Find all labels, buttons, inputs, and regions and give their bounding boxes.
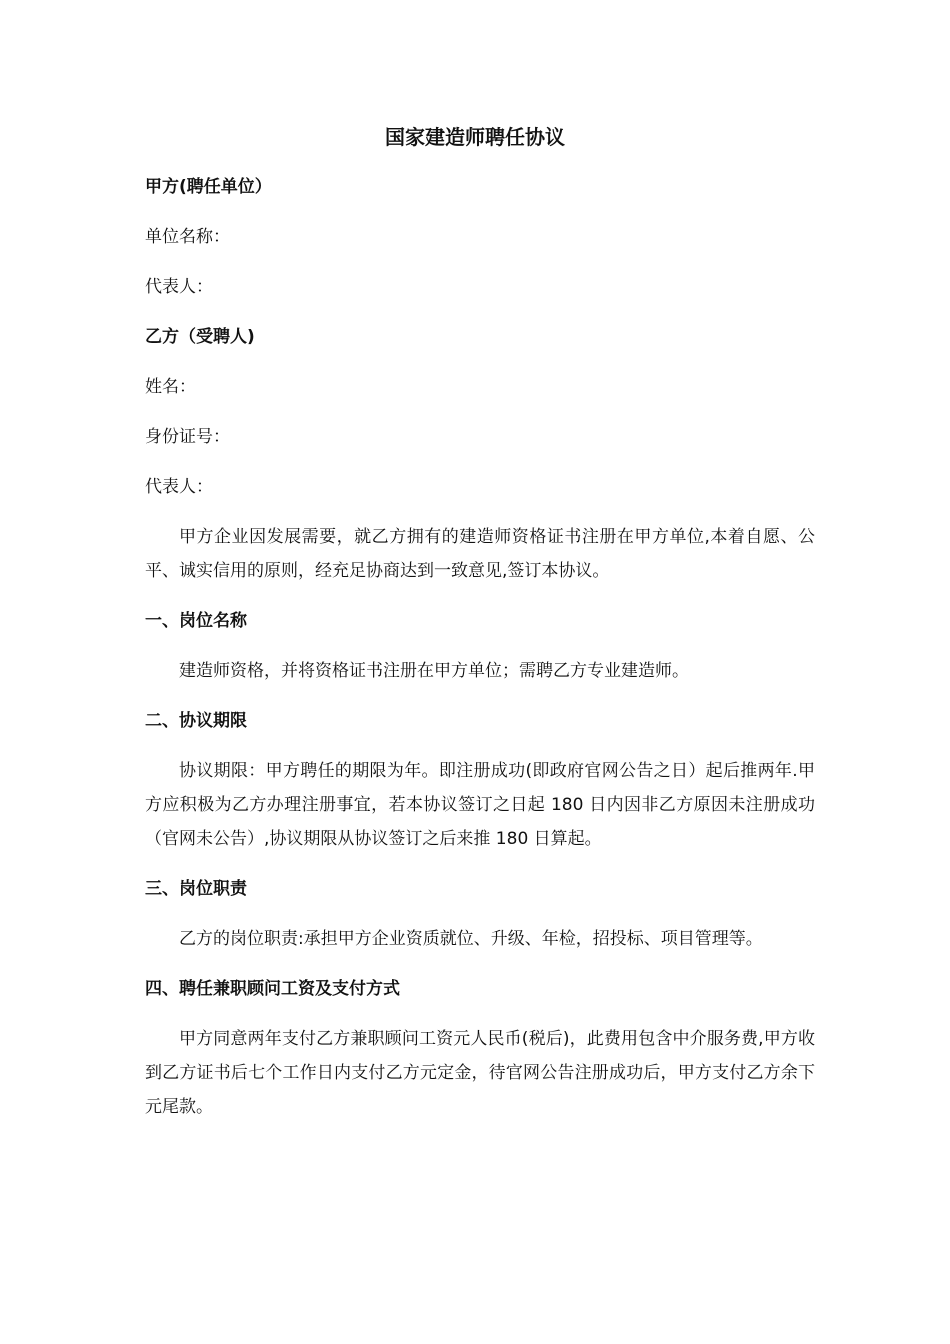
party-b-representative-label: 代表人： — [145, 477, 213, 497]
section-heading-term: 二、协议期限 — [145, 711, 247, 731]
document-title: 国家建造师聘任协议 — [385, 125, 565, 149]
document-body — [145, 170, 815, 1124]
section-heading-position: 一、岗位名称 — [145, 611, 247, 631]
party-a-unit-name-label: 单位名称： — [145, 227, 230, 247]
section-heading-salary: 四、聘任兼职顾问工资及支付方式 — [145, 979, 400, 999]
intro-paragraph: 甲方企业因发展需要，就乙方拥有的建造师资格证书注册在甲方单位,本着自愿、公平、诚实信用的原则，经充足协商达到一致意见,签订本协议。 — [145, 527, 815, 581]
section-body-salary: 甲方同意两年支付乙方兼职顾问工资元人民币(税后)，此费用包含中介服务费,甲方收到乙方证书后七个工作日内支付乙方元定金，待官网公告注册成功后，甲方支付乙方余下元尾款。 — [145, 1029, 815, 1117]
party-b-name-label: 姓名： — [145, 377, 196, 397]
section-heading-duties: 三、岗位职责 — [145, 879, 247, 899]
party-a-heading: 甲方(聘任单位） — [145, 177, 272, 197]
party-b-heading: 乙方（受聘人) — [145, 327, 255, 347]
party-a-representative-label: 代表人： — [145, 277, 213, 297]
section-body-duties: 乙方的岗位职责:承担甲方企业资质就位、升级、年检，招投标、项目管理等。 — [179, 929, 763, 949]
party-b-id-label: 身份证号： — [145, 427, 230, 447]
section-body-term: 协议期限：甲方聘任的期限为年。即注册成功(即政府官网公告之日）起后推两年.甲方应积极为乙方办理注册事宜，若本协议签订之日起 180 日内因非乙方原因未注册成功（官网未公告）,协议期限从协议签订之后来推 180 日算起。 — [145, 761, 815, 849]
section-body-position: 建造师资格，并将资格证书注册在甲方单位；需聘乙方专业建造师。 — [179, 661, 689, 681]
